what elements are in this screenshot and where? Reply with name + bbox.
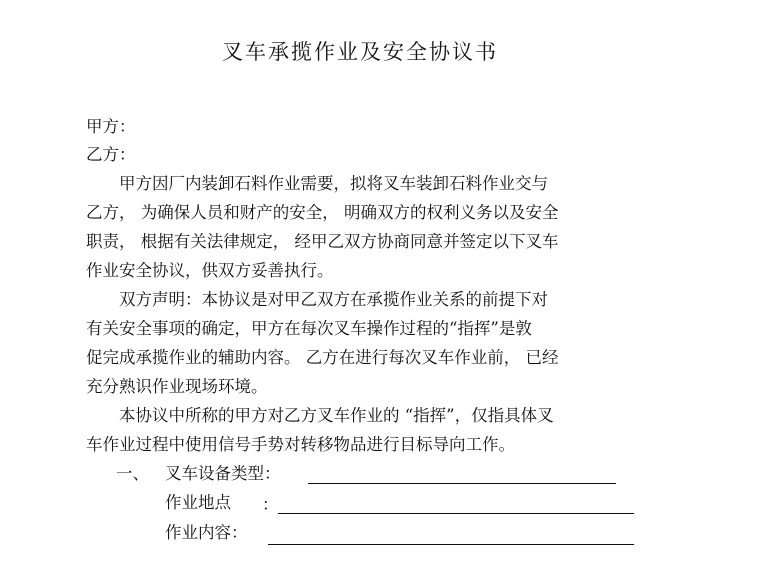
paragraph-line: 充分熟识作业现场环境。 [86, 377, 268, 396]
paragraph-line: 车作业过程中使用信号手势对转移物品进行目标导向工作。 [86, 435, 515, 454]
location-blank[interactable] [278, 513, 634, 514]
paragraph-line: 双方声明：本协议是对甲乙双方在承揽作业关系的前提下对 [86, 290, 548, 309]
paragraph-line: 促完成承揽作业的辅助内容。 乙方在进行每次叉车作业前， 已经 [86, 348, 559, 367]
section-number: 一、 [116, 464, 149, 483]
paragraph-line: 乙方， 为确保人员和财产的安全， 明确双方的权利义务以及安全 [86, 203, 559, 222]
paragraph-line: 本协议中所称的甲方对乙方叉车作业的 “指挥”，仅指具体叉 [86, 406, 554, 425]
paragraph-line: 职责， 根据有关法律规定， 经甲乙双方协商同意并签定以下叉车 [86, 232, 559, 251]
paragraph-line: 作业安全协议，供双方妥善执行。 [86, 261, 334, 280]
location-colon: ： [262, 495, 279, 514]
party-a-label: 甲方： [86, 117, 136, 136]
content-label: 作业内容： [165, 523, 248, 542]
equipment-type-label: 叉车设备类型： [165, 464, 281, 483]
paragraph-line: 有关安全事项的确定，甲方在每次叉车操作过程的“指挥”是敦 [86, 319, 532, 338]
content-blank[interactable] [268, 544, 634, 545]
equipment-type-blank[interactable] [308, 483, 616, 484]
party-b-label: 乙方： [86, 145, 136, 164]
location-label: 作业地点 [165, 493, 231, 512]
paragraph-line: 甲方因厂内装卸石料作业需要，拟将叉车装卸石料作业交与 [86, 174, 548, 193]
document-title: 叉车承揽作业及安全协议书 [222, 40, 498, 64]
